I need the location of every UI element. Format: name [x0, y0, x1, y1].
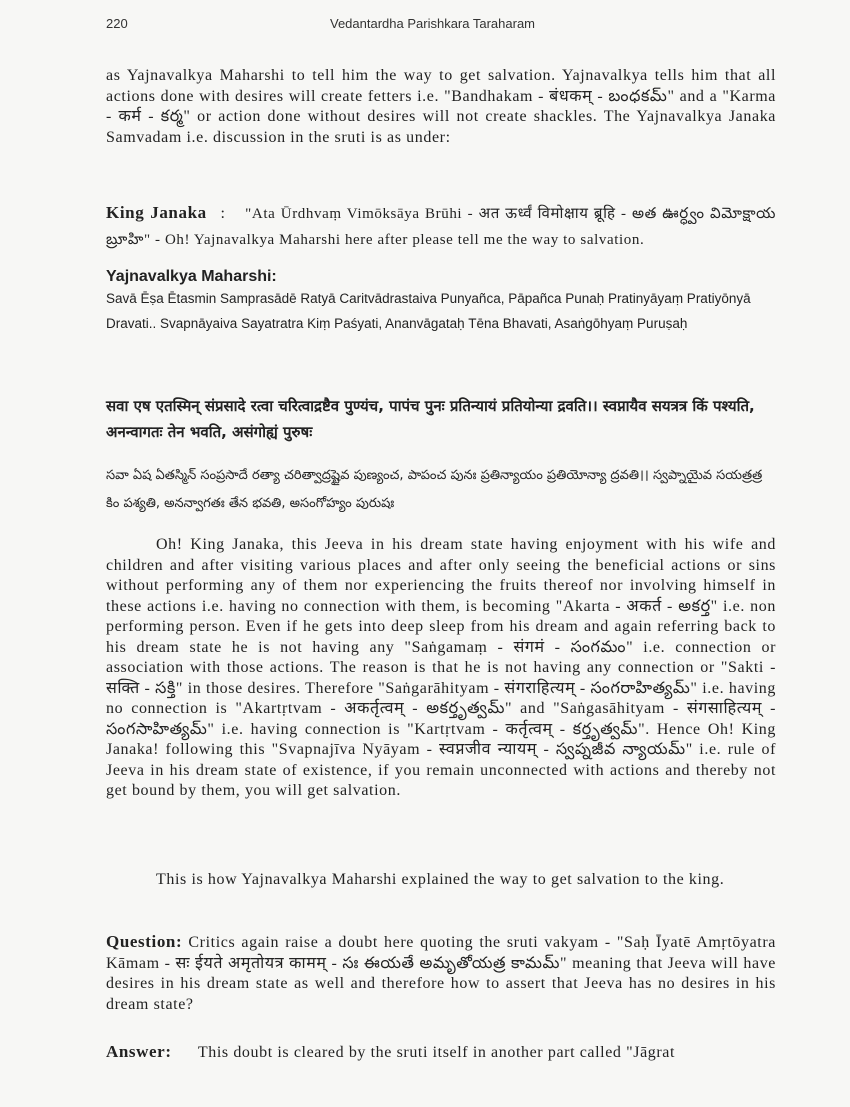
yajnavalkya-transliteration: Savā Ēṣa Ētasmin Samprasādē Ratyā Caritvādrastaiva Punyañca, Pāpañca Punaḥ Pratinyāyaṃ Pratiyōnyā Dravati.. Svapnāyaiva Sayatratra Kiṃ Paśyati, Ananvāgataḥ Tēna Bhavati, Asaṅgōhyaṃ Puruṣaḥ [106, 291, 751, 331]
running-title: Vedantardha Parishkara Taraharam [330, 16, 535, 31]
intro-paragraph [106, 66, 776, 148]
king-janaka-label: King Janaka [106, 203, 207, 222]
question-section [106, 932, 776, 1015]
devanagari-text: सवा एष एतस्मिन् संप्रसादे रत्वा चरित्वाद्रष्टैव पुण्यंच, पापंच पुनः प्रतिन्यायं प्रतियोन्या द्रवति।। स्वप्नायैव सयत्रत्र किं पश्यति, अनन्वागतः तेन भवति, असंगोह्यं पुरुषः [106, 397, 755, 441]
devanagari-verse [106, 393, 776, 445]
king-janaka-section [106, 200, 776, 253]
telugu-text: సవా ఏష ఏతస్మిన్ సంప్రసాదే రత్యా చరిత్వాద్రష్టైవ పుణ్యంచ, పాపంచ పునః ప్రతిన్యాయం ప్రతియోన్యా ద్రవతి।। స్వప్నాయైవ సయత్రత్ర కిం పశ్యతి, అనన్వాగతః తేన భవతి, అసంగోహ్యం పురుషః [106, 468, 763, 511]
question-text: Critics again raise a doubt here quoting the sruti vakyam - "Saḥ Īyatē Amṛtōyatra Kāmam - सः ईयते अमृतोयत्र कामम् - సః ఈయతే అమృతోయత్ర కామమ్" meaning that Jeeva will have desires in his dream state as well and therefore how to assert that Jeeva has no desires in his dream state? [106, 934, 776, 1013]
yajnavalkya-label: Yajnavalkya Maharshi: [106, 268, 277, 285]
explanation-paragraph [106, 535, 776, 802]
king-janaka-text: "Ata Ūrdhvaṃ Vimōksāya Brūhi - अत ऊर्ध्वं विमोक्षाय ब्रूहि - అత ఊర్ధ్వం విమోక్షాయ బ్రూహి" - Oh! Yajnavalkya Maharshi here after please tell me the way to salvation. [106, 206, 776, 248]
answer-text: This doubt is cleared by the sruti itself in another part called "Jāgrat [197, 1044, 676, 1061]
yajnavalkya-section [106, 268, 776, 336]
summary-paragraph [106, 870, 776, 891]
question-label: Question: [106, 932, 183, 951]
intro-text: as Yajnavalkya Maharshi to tell him the way to get salvation. Yajnavalkya tells him that all actions done with desires will create fetters i.e. "Bandhakam - बंधकम् - బంధకమ్" and a "Karma - कर्म - కర్మ" or action done without desires will not create shackles. The Yajnavalkya Janaka Samvadam i.e. discussion in the sruti is as under: [106, 67, 776, 146]
telugu-verse [106, 462, 776, 518]
page-header [106, 16, 776, 36]
explanation-text: Oh! King Janaka, this Jeeva in his dream state having enjoyment with his wife and children and after visiting various places and after only seeing the beneficial actions or sins without performing any of them nor experiencing the fruits thereof nor involving himself in these actions i.e. having no connection with them, is becoming "Akarta - अकर्त - అకర్త" i.e. non performing person. Even if he gets into deep sleep from his dream and again referring back to his dream state he is not having any "Saṅgamaṃ - संगमं - సంగమం" i.e. connection or association with those actions. The reason is that he is not having any connection or "Sakti - सक्ति - సక్తి" in those desires. Therefore "Saṅgarāhityam - संगराहित्यम् - సంగరాహిత్యమ్" i.e. having no connection is "Akartṛtvam - अकर्तृत्वम् - అకర్తృత్వమ్" and "Saṅgasāhityam - संगसाहित्यम् - సంగసాహిత్యమ్" i.e. having connection is "Kartṛtvam - कर्तृत्वम् - కర్తృత్వమ్". Hence Oh! King Janaka! following this "Svapnajīva Nyāyam - स्वप्नजीव न्यायम् - స్వప్నజీవ న్యాయమ్" i.e. rule of Jeeva in his dream state of existence, if you remain unconnected with actions and thereby not get bound by them, you will get salvation. [106, 536, 776, 799]
summary-text: This is how Yajnavalkya Maharshi explained the way to get salvation to the king. [156, 871, 725, 888]
page-number: 220 [106, 16, 128, 31]
king-janaka-colon: : [220, 205, 226, 222]
answer-label: Answer: [106, 1042, 172, 1061]
answer-section [106, 1042, 776, 1064]
